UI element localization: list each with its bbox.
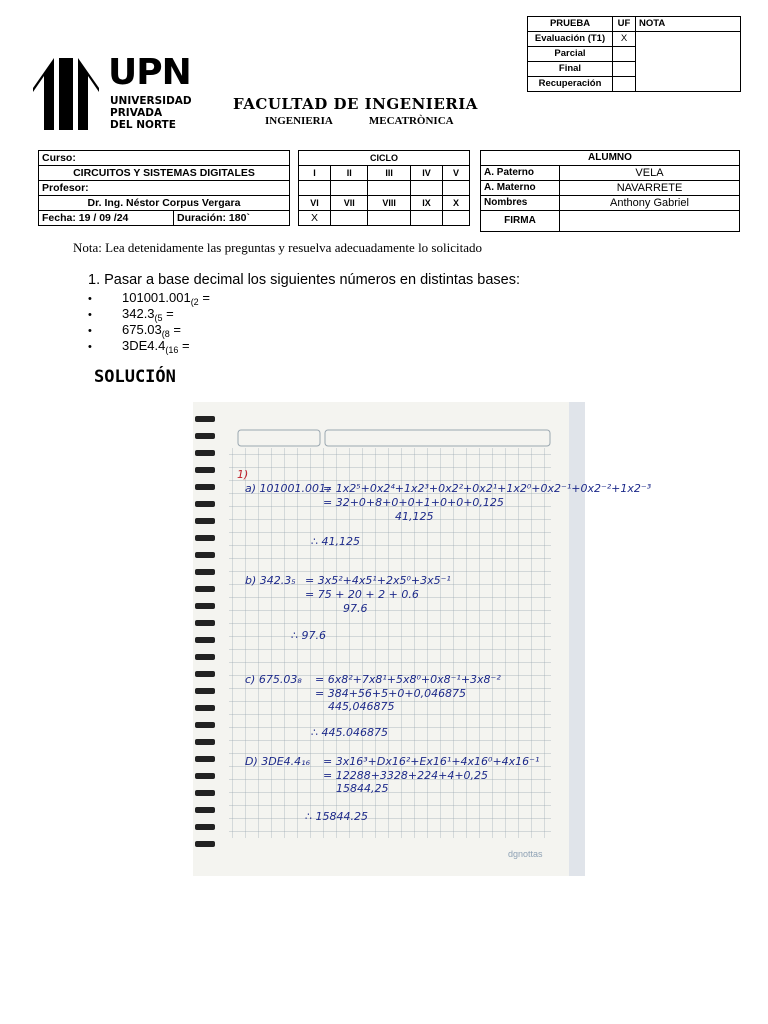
spiral-ring: [195, 705, 215, 711]
profesor-value: Dr. Ing. Néstor Corpus Vergara: [39, 196, 290, 211]
list-item: [88, 338, 520, 354]
number-value: 342.3: [122, 306, 155, 321]
logo-line: DEL NORTE: [110, 119, 176, 131]
ciclo-cell: VI: [299, 196, 331, 211]
question-list: [88, 290, 520, 354]
ciclo-cell: X: [443, 196, 470, 211]
spiral-ring: [195, 569, 215, 575]
hand-text: 1): [237, 468, 249, 481]
ciclo-cell: III: [368, 166, 410, 181]
equals-sign: =: [198, 290, 210, 305]
ciclo-cell: IV: [410, 166, 442, 181]
hand-text: ∴ 445.046875: [311, 726, 388, 739]
faculty-title: FACULTAD DE INGENIERIA: [233, 95, 478, 113]
spiral-ring: [195, 416, 215, 422]
grade-row-label: Final: [528, 62, 613, 77]
career-word: INGENIERIA: [265, 115, 333, 127]
materno-value: NAVARRETE: [560, 181, 740, 196]
base-subscript: (16: [165, 345, 179, 355]
spiral-ring: [195, 552, 215, 558]
grade-row-label: Recuperación: [528, 77, 613, 92]
fecha-field: Fecha: 19 / 09 /24: [39, 211, 174, 226]
hand-text: ∴ 41,125: [311, 535, 360, 548]
hand-text: 97.6: [343, 602, 368, 615]
hand-text: = 384+56+5+0+0,046875: [315, 687, 467, 700]
profesor-label: Profesor:: [39, 181, 290, 196]
firma-label: FIRMA: [481, 211, 560, 232]
spiral-ring: [195, 450, 215, 456]
ciclo-title: CICLO: [299, 151, 470, 166]
career-word: MECATRÒNICA: [368, 115, 454, 127]
grade-row-uf: X: [613, 32, 636, 47]
spiral-ring: [195, 535, 215, 541]
grade-box: [527, 16, 741, 92]
curso-label: Curso:: [39, 151, 290, 166]
question-title: 1. Pasar a base decimal los siguientes números en distintas bases:: [88, 272, 521, 288]
solution-title: SOLUCIÓN: [94, 367, 176, 387]
ciclo-cell: I: [299, 166, 331, 181]
spiral-ring: [195, 824, 215, 830]
logo-line: PRIVADA: [110, 107, 163, 119]
hand-text: = 75 + 20 + 2 + 0.6: [305, 588, 419, 601]
ciclo-cell: IX: [410, 196, 442, 211]
spiral-ring: [195, 841, 215, 847]
hand-text: 445,046875: [328, 700, 395, 713]
career-title: [265, 115, 490, 127]
question-block: [88, 272, 520, 354]
nombres-value: Anthony Gabriel: [560, 196, 740, 211]
hand-text: b) 342.3₅: [245, 574, 296, 587]
spiral-ring: [195, 484, 215, 490]
list-item: [88, 306, 520, 322]
hand-text: 41,125: [395, 510, 434, 523]
ciclo-cell: VIII: [368, 196, 410, 211]
spiral-ring: [195, 501, 215, 507]
list-item: [88, 322, 520, 338]
duracion-field: Duración: 180`: [174, 211, 290, 226]
grade-nota-cell: [636, 32, 741, 92]
list-item: [88, 290, 520, 306]
spiral-ring: [195, 603, 215, 609]
spiral-ring: [195, 586, 215, 592]
spiral-ring: [195, 807, 215, 813]
page-edge: [569, 402, 585, 876]
spiral-ring: [195, 620, 215, 626]
hand-text: D) 3DE4.4₁₆: [245, 755, 310, 768]
paterno-label: A. Paterno: [481, 166, 560, 181]
logo-line: UNIVERSIDAD: [110, 95, 192, 107]
base-subscript: (2: [190, 297, 199, 307]
equals-sign: =: [169, 322, 181, 337]
curso-value: CIRCUITOS Y SISTEMAS DIGITALES: [39, 166, 290, 181]
base-subscript: (8: [161, 329, 170, 339]
base-subscript: (5: [154, 313, 163, 323]
logo-university-name: [110, 95, 192, 131]
spiral-ring: [195, 467, 215, 473]
spiral-ring: [195, 433, 215, 439]
spiral-ring: [195, 518, 215, 524]
ciclo-cell: II: [331, 166, 368, 181]
hand-text: = 3x16³+Dx16²+Ex16¹+4x16⁰+4x16⁻¹: [323, 755, 540, 768]
upn-logo: [30, 54, 190, 134]
number-value: 101001.001: [122, 290, 191, 305]
equals-sign: =: [178, 338, 190, 353]
number-value: 675.03: [122, 322, 162, 337]
hand-text: c) 675.03₈: [245, 673, 302, 686]
hand-text: = 12288+3328+224+4+0,25: [323, 769, 489, 782]
spiral-ring: [195, 722, 215, 728]
grade-row-uf: [613, 47, 636, 62]
nombres-label: Nombres: [481, 196, 560, 211]
hand-text: ∴ 97.6: [291, 629, 326, 642]
hand-text: = 3x5²+4x5¹+2x5⁰+3x5⁻¹: [305, 574, 451, 587]
spiral-ring: [195, 637, 215, 643]
notebook-photo: [193, 402, 652, 876]
course-info-table: [38, 150, 290, 226]
grade-row-label: Parcial: [528, 47, 613, 62]
hand-text: 15844,25: [336, 782, 389, 795]
notebook-brand: dgnottas: [508, 849, 543, 859]
grade-header-nota: NOTA: [636, 17, 741, 32]
grade-row-uf: [613, 62, 636, 77]
ciclo-mark: X: [299, 211, 331, 226]
alumno-table: [480, 150, 740, 232]
spiral-ring: [195, 654, 215, 660]
spiral-ring: [195, 739, 215, 745]
spiral-ring: [195, 790, 215, 796]
upn-mark-icon: [30, 54, 102, 130]
grade-header-uf: UF: [613, 17, 636, 32]
ciclo-cell: V: [443, 166, 470, 181]
spiral-ring: [195, 773, 215, 779]
hand-text: a) 101001.001₂: [245, 482, 331, 495]
hand-text: = 6x8²+7x8¹+5x8⁰+0x8⁻¹+3x8⁻²: [315, 673, 501, 686]
ciclo-cell: VII: [331, 196, 368, 211]
firma-value: [560, 211, 740, 232]
grade-row-label: Evaluación (T1): [528, 32, 613, 47]
materno-label: A. Materno: [481, 181, 560, 196]
hand-text: = 32+0+8+0+0+1+0+0+0,125: [323, 496, 504, 509]
number-value: 3DE4.4: [122, 338, 166, 353]
spiral-ring: [195, 671, 215, 677]
paterno-value: VELA: [560, 166, 740, 181]
spiral-ring: [195, 756, 215, 762]
alumno-title: ALUMNO: [481, 151, 740, 166]
nota-instruction: Nota: Lea detenidamente las preguntas y resuelva adecuadamente lo solicitado: [73, 240, 482, 255]
ciclo-table: [298, 150, 470, 226]
grade-row-uf: [613, 77, 636, 92]
hand-text: = 1x2⁵+0x2⁴+1x2³+0x2²+0x2¹+1x2⁰+0x2⁻¹+0x2⁻²+1x2⁻³: [323, 482, 652, 495]
spiral-ring: [195, 688, 215, 694]
grade-header-prueba: PRUEBA: [528, 17, 613, 32]
hand-text: ∴ 15844.25: [305, 810, 368, 823]
logo-brand: UPN: [108, 52, 191, 93]
equals-sign: =: [162, 306, 174, 321]
